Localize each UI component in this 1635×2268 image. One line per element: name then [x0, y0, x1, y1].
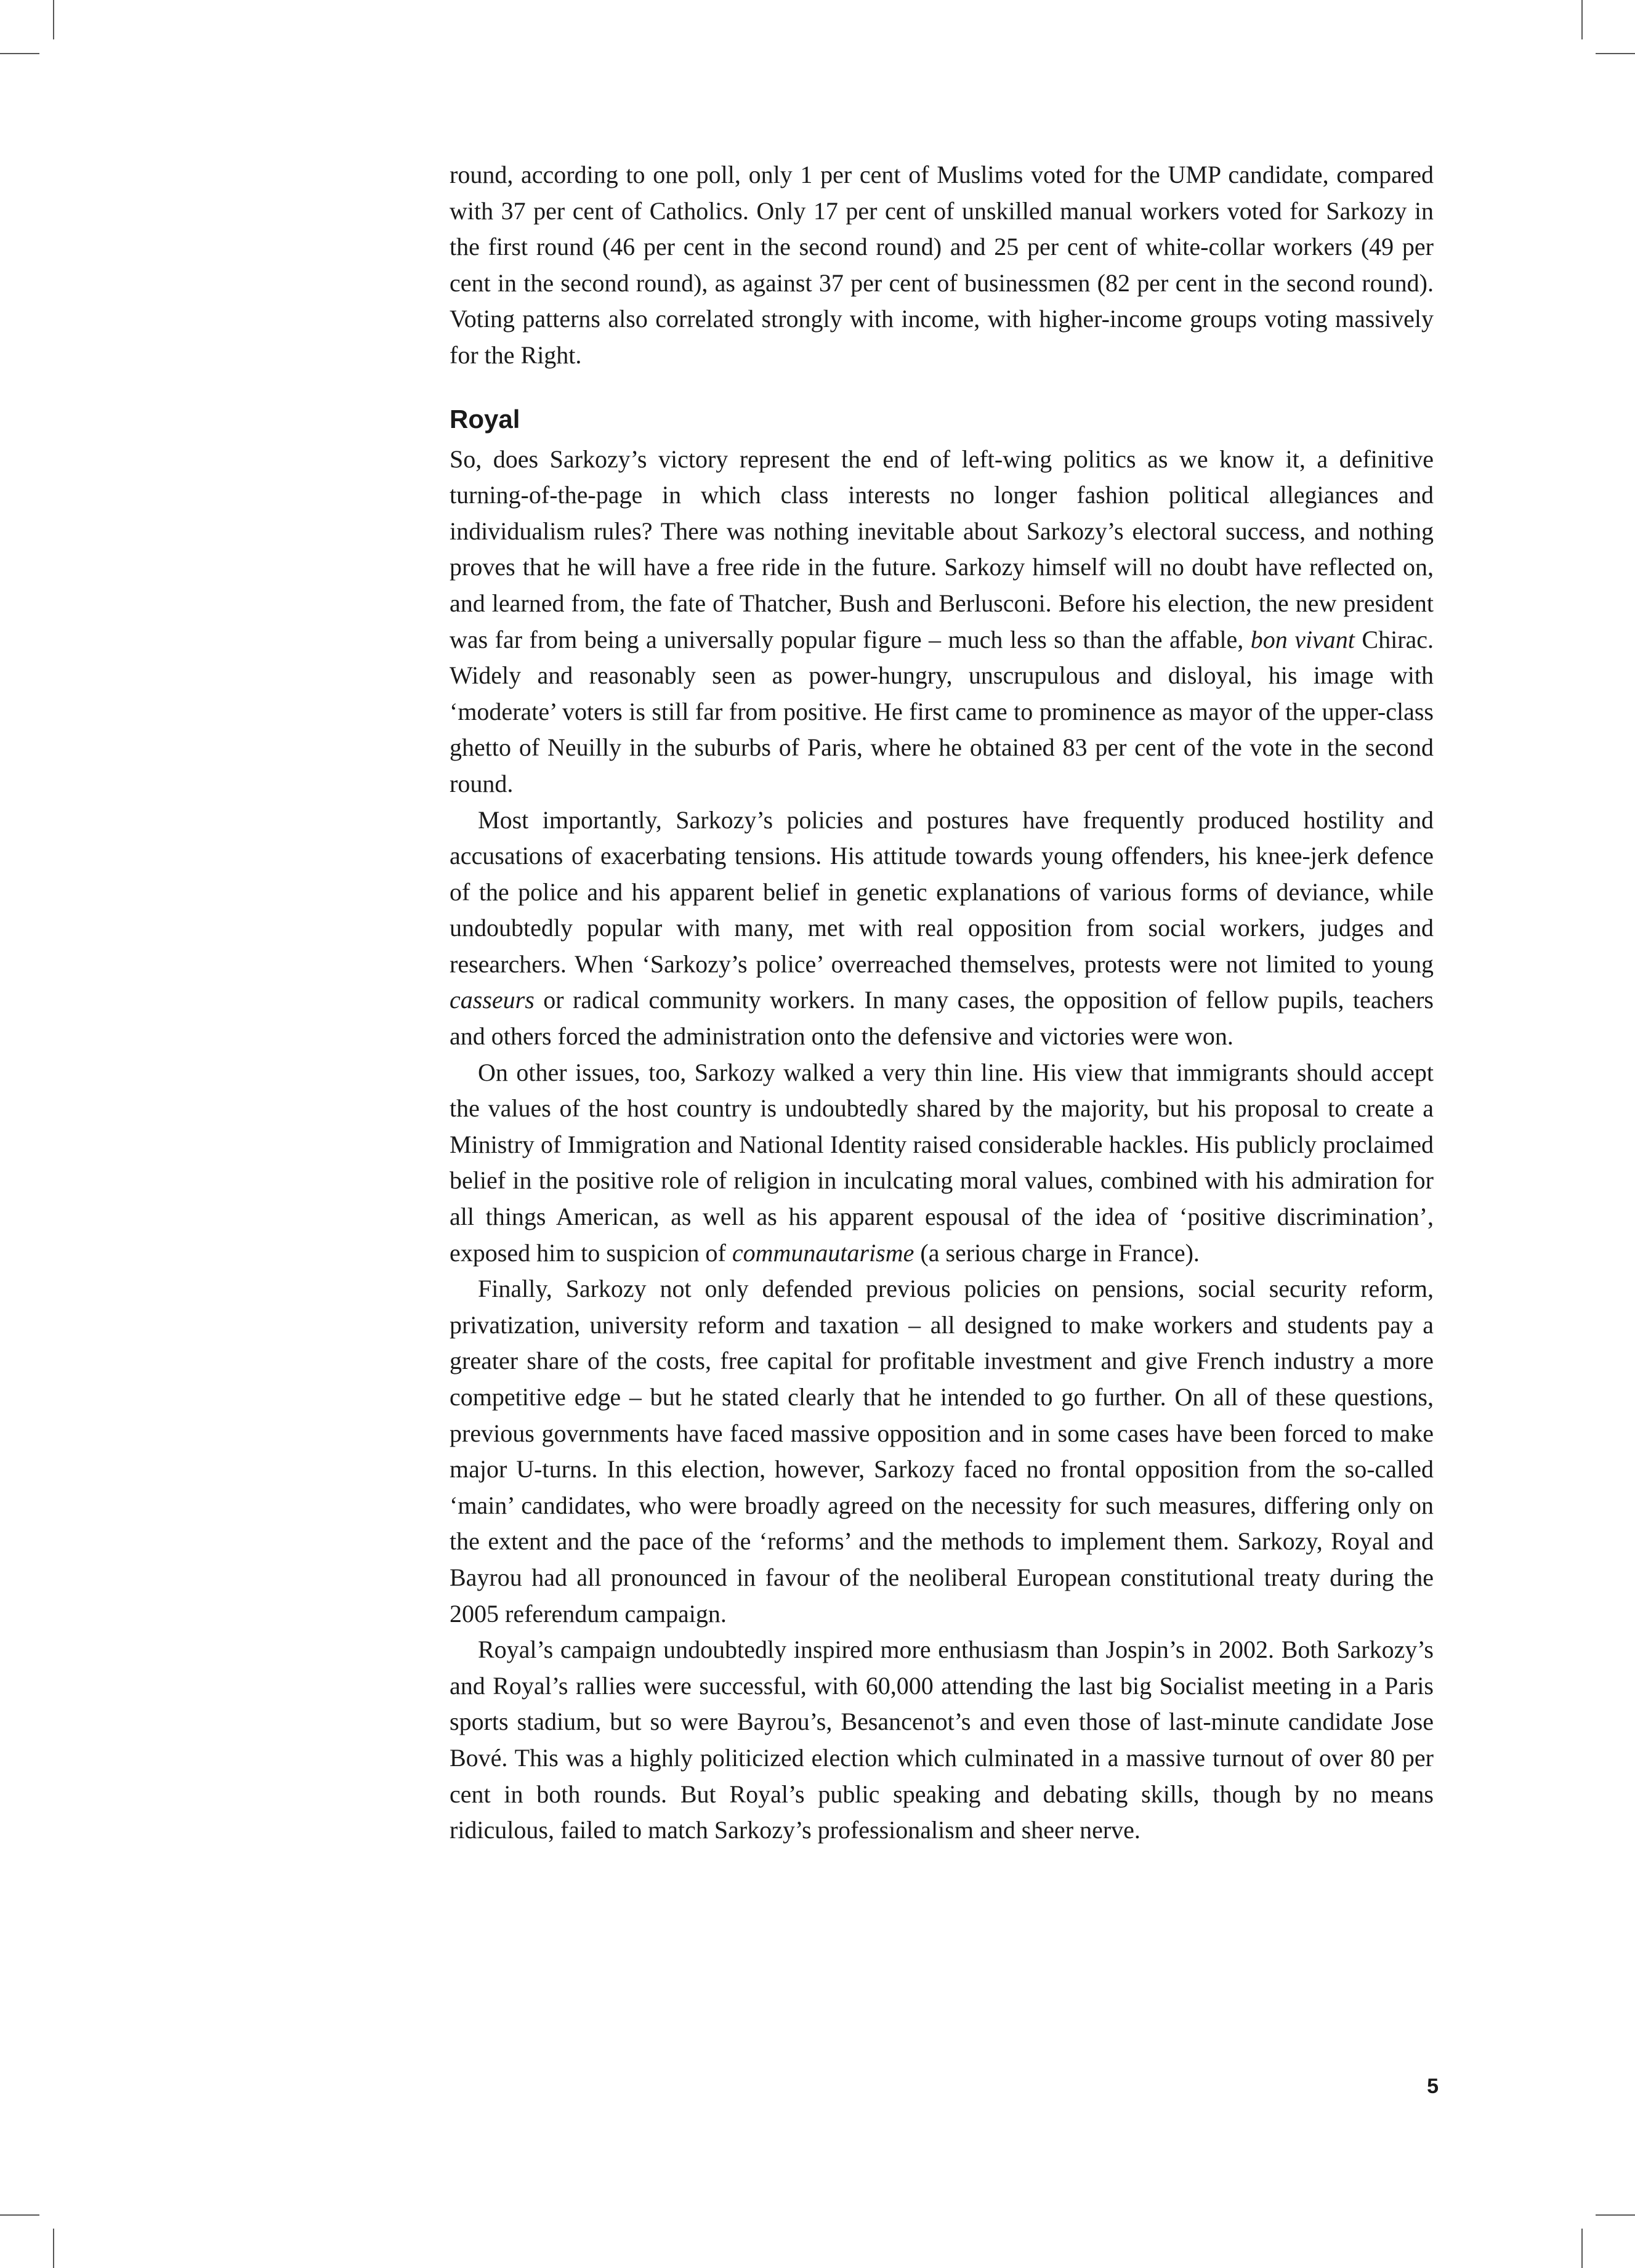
page-number: 5	[1427, 2075, 1439, 2098]
crop-mark-bottom-left-vertical	[53, 2229, 54, 2268]
paragraph-text: or radical community workers. In many cases, the opposition of fellow pupils, teachers and others forced the administration onto the defensive and victories were won.	[450, 986, 1434, 1051]
italic-term: casseurs	[450, 986, 535, 1014]
crop-mark-bottom-left-horizontal	[0, 2214, 39, 2216]
paragraph-reforms: Finally, Sarkozy not only defended previous policies on pensions, social security reform, privatization, university reform and taxation – all designed to make workers and students pay a greater share of the costs, free capital for profitable investment and give French industry a more competitive edge – but he stated clearly that he intended to go further. On all of these questions, previous governments have faced massive opposition and in some cases have been forced to make major U-turns. In this election, however, Sarkozy faced no frontal opposition from the so-called ‘main’ candidates, who were broadly agreed on the necessity for such measures, differing only on the extent and the pace of the ‘reforms’ and the methods to implement them. Sarkozy, Royal and Bayrou had all pronounced in favour of the neoliberal European constitutional treaty during the 2005 referendum campaign.	[450, 1275, 1434, 1628]
crop-mark-bottom-right-vertical	[1581, 2229, 1583, 2268]
paragraph-text: (a serious charge in France).	[914, 1238, 1200, 1267]
paragraph-voting-patterns: round, according to one poll, only 1 per cent of Muslims voted for the UMP candidate, compared with 37 per cent of Catholics. Only 17 per cent of unskilled manual workers voted for Sarkozy in the first round (46 per cent in the second round) and 25 per cent of white-collar workers (49 per cent in the second round), as against 37 per cent of businessmen (82 per cent in the second round). Voting patterns also correlated strongly with income, with higher-income groups voting massively for the Right.	[450, 161, 1434, 369]
paragraph-sarkozy-victory	[450, 442, 1434, 802]
crop-mark-top-left-vertical	[53, 0, 54, 39]
paragraph-royal-campaign: Royal’s campaign undoubtedly inspired more enthusiasm than Jospin’s in 2002. Both Sarkozy’s and Royal’s rallies were successful, with 60,000 attending the last big Socialist meeting in a Paris sports stadium, but so were Bayrou’s, Besancenot’s and even those of last-minute candidate Jose Bové. This was a highly politicized election which culminated in a massive turnout of over 80 per cent in both rounds. But Royal’s public speaking and debating skills, though by no means ridiculous, failed to match Sarkozy’s professionalism and sheer nerve.	[450, 1636, 1434, 1844]
paragraph-thin-line	[450, 1055, 1434, 1272]
crop-mark-top-left-horizontal	[0, 53, 39, 54]
paragraph-text: Chirac. Widely and reasonably seen as power-hungry, unscrupulous and disloyal, his image with ‘moderate’ voters is still far from positive. He first came to prominence as mayor of the upper-class ghetto of Neuilly in the suburbs of Paris, where he obtained 83 per cent of the vote in the second round.	[450, 625, 1434, 797]
paragraph-policies-postures	[450, 802, 1434, 1055]
crop-mark-bottom-right-horizontal	[1596, 2214, 1635, 2216]
crop-mark-top-right-vertical	[1581, 0, 1583, 39]
paragraph-text: On other issues, too, Sarkozy walked a very thin line. His view that immigrants should accept the values of the host country is undoubtedly shared by the majority, but his proposal to create a Ministry of Immigration and National Identity raised considerable hackles. His publicly proclaimed belief in the positive role of religion in inculcating moral values, combined with his admiration for all things American, as well as his apparent espousal of the idea of ‘positive discrimination’, exposed him to suspicion of	[450, 1058, 1434, 1267]
body-text-column	[450, 157, 1434, 1849]
crop-mark-top-right-horizontal	[1596, 53, 1635, 54]
paragraph-text: So, does Sarkozy’s victory represent the end of left-wing politics as we know it, a definitive turning-of-the-page in which class interests no longer fashion political allegiances and individualism rules? There was nothing inevitable about Sarkozy’s electoral success, and nothing proves that he will have a free ride in the future. Sarkozy himself will no doubt have reflected on, and learned from, the fate of Thatcher, Bush and Berlusconi. Before his election, the new president was far from being a universally popular figure – much less so than the affable,	[450, 445, 1434, 653]
section-heading: Royal	[450, 404, 520, 434]
italic-term: bon vivant	[1250, 625, 1355, 653]
paragraph-text: Most importantly, Sarkozy’s policies and postures have frequently produced hostility and accusations of exacerbating tensions. His attitude towards young offenders, his knee-jerk defence of the police and his apparent belief in genetic explanations of various forms of deviance, while undoubtedly popular with many, met with real opposition from social workers, judges and researchers. When ‘Sarkozy’s police’ overreached themselves, protests were not limited to young	[450, 805, 1434, 978]
italic-term: communautarisme	[732, 1238, 914, 1267]
